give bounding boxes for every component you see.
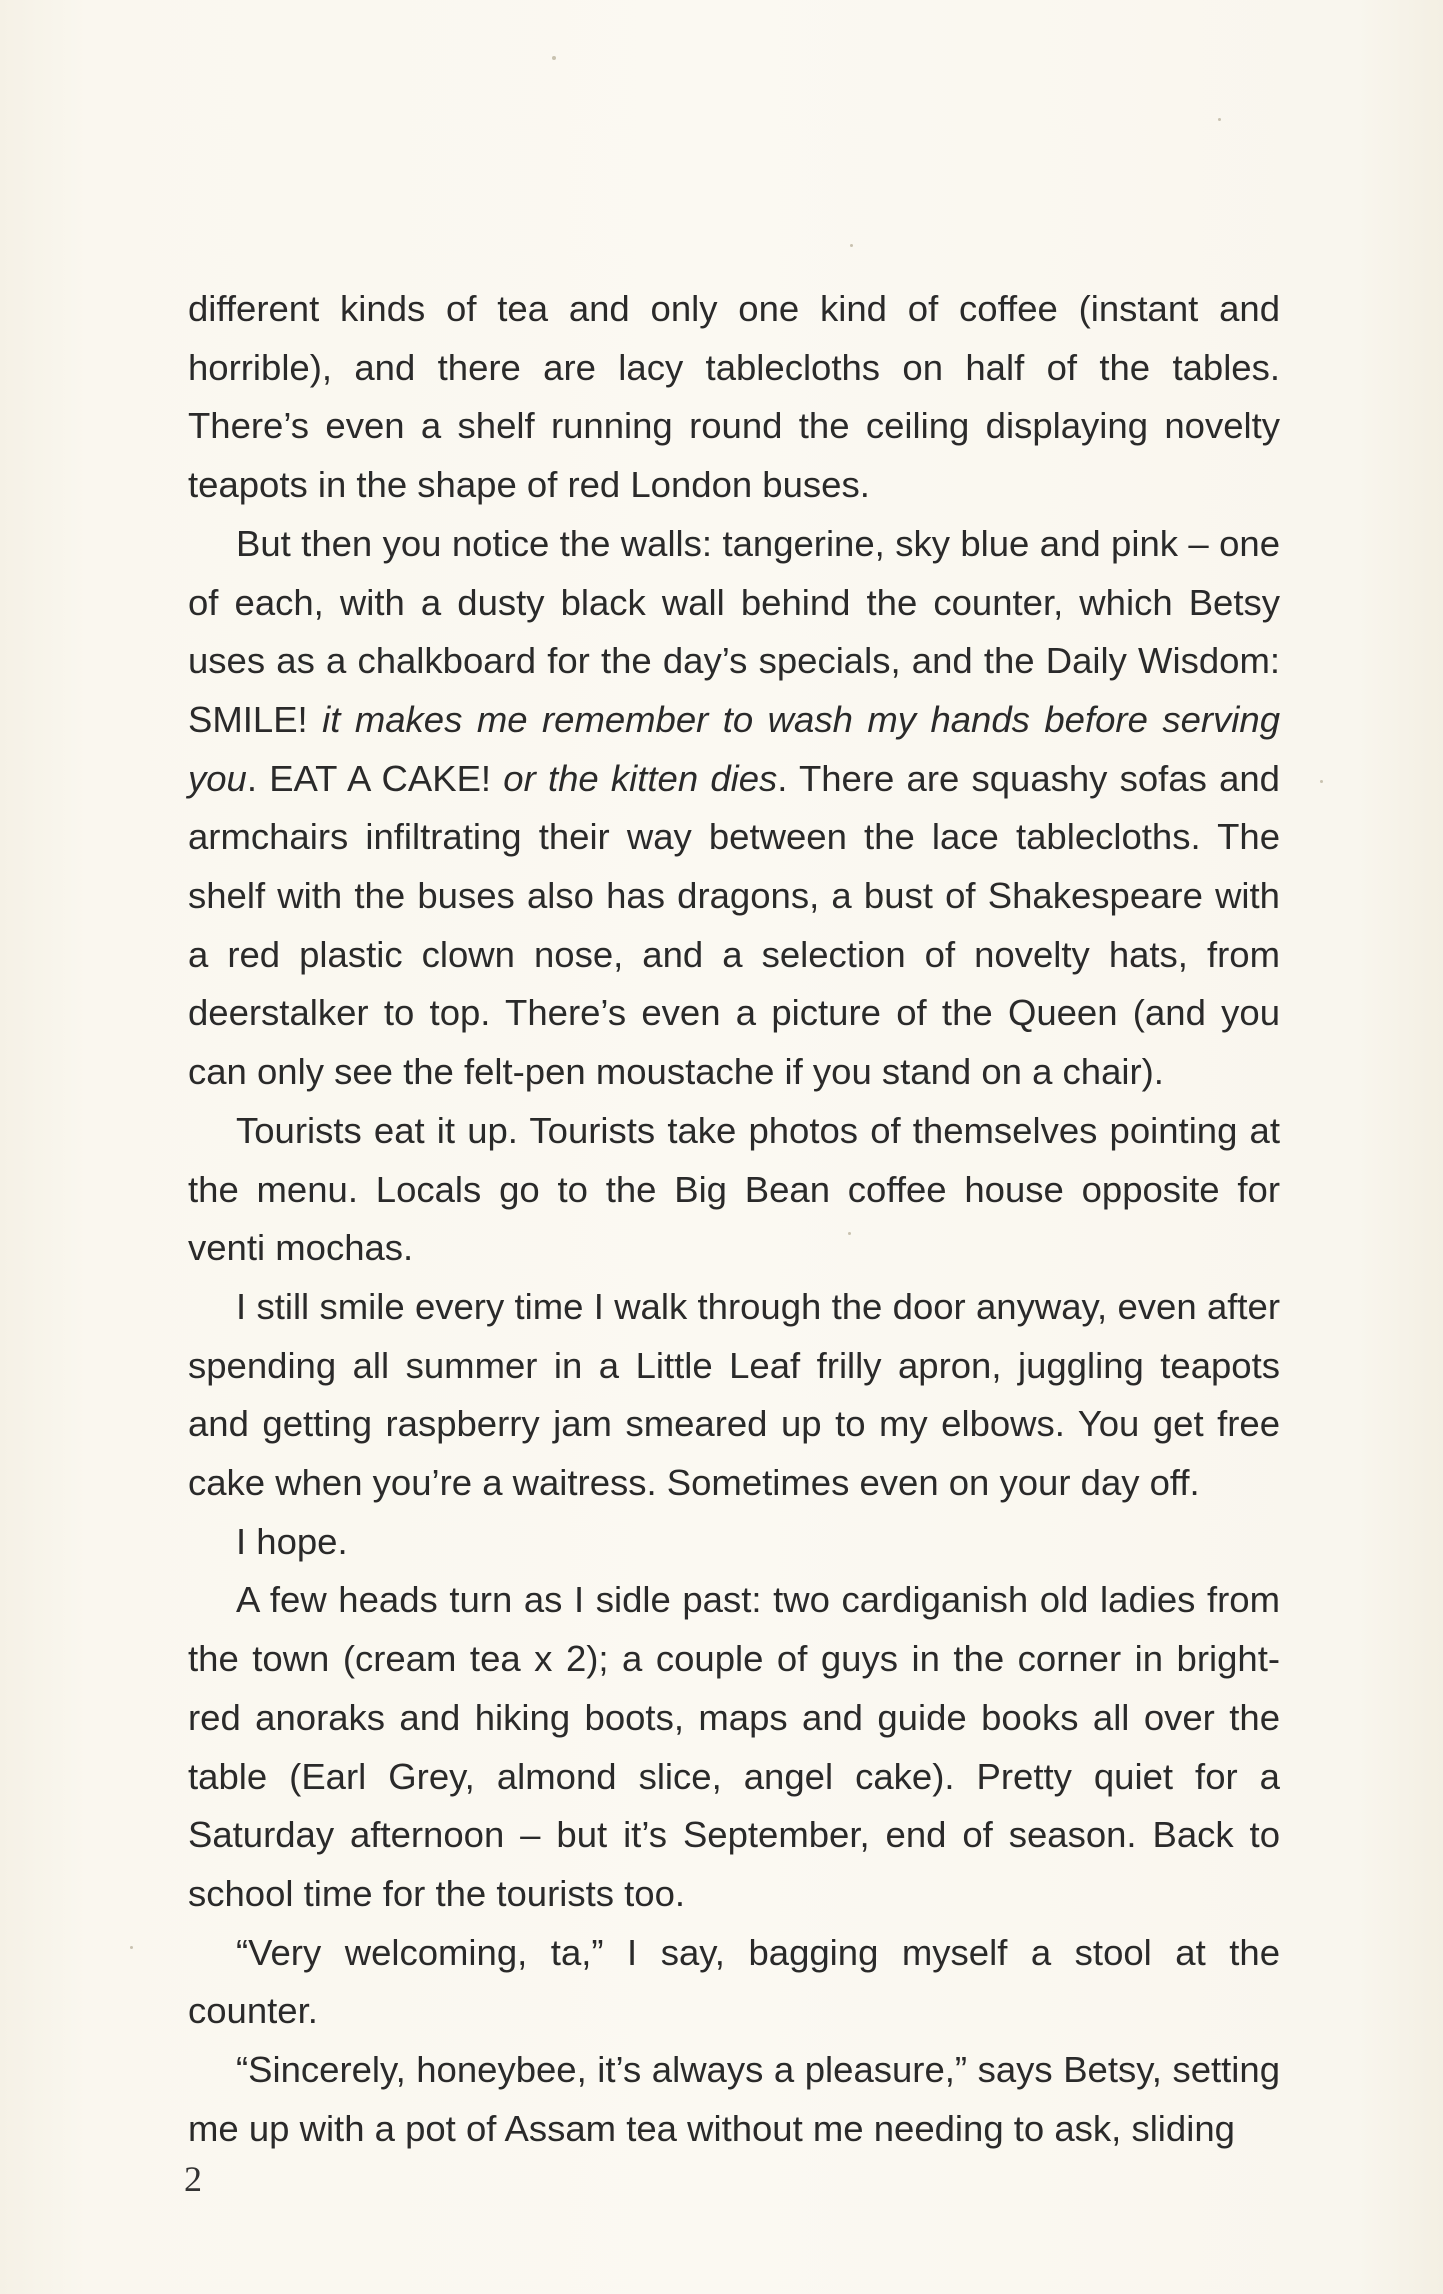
paragraph-text: I hope.: [236, 1520, 348, 1562]
paragraph: [188, 1102, 1280, 1278]
paragraph-text: . There are squashy sofas and armchairs infiltrating their way between the lace tablecloths. The shelf with the buses also has dragons, a bust of Shakespeare with a red plastic clown nose, and a selection of novelty hats, from deerstalker to top. There’s even a picture of the Queen (and you can only see the felt-pen moustache if you stand on a chair).: [188, 757, 1280, 1093]
paragraph-text: A few heads turn as I sidle past: two cardiganish old ladies from the town (cream tea x 2); a couple of guys in the corner in bright-red anoraks and hiking boots, maps and guide books all over the table (Earl Grey, almond slice, angel cake). Pretty quiet for a Saturday afternoon – but it’s September, end of season. Back to school time for the tourists too.: [188, 1579, 1280, 1914]
paragraph: [188, 515, 1280, 1102]
paragraph-text: Tourists eat it up. Tourists take photos of themselves pointing at the menu. Locals go to the Big Bean coffee house opposite for venti mochas.: [188, 1109, 1280, 1269]
paragraph: [188, 1278, 1280, 1513]
page-number: 2: [184, 2159, 202, 2199]
paragraph-text: “Very welcoming, ta,” I say, bagging myself a stool at the counter.: [188, 1931, 1280, 2032]
paragraph: [188, 1513, 1280, 1572]
paper-speck: [1320, 780, 1323, 783]
paragraph: [188, 2041, 1280, 2158]
paper-speck: [130, 1946, 133, 1949]
paragraph: [188, 1924, 1280, 2041]
paper-speck: [1218, 118, 1221, 121]
paragraph: [188, 280, 1280, 515]
italic-text: it makes me remember to wash my hands before serving you: [188, 698, 1280, 799]
italic-text: or the kitten dies: [503, 757, 778, 799]
paragraph-text: But then you notice the walls: tangerine, sky blue and pink – one of each, with a dusty black wall behind the counter, which Betsy uses as a chalkboard for the day’s specials, and the Daily Wisdom: SMILE!: [188, 522, 1280, 740]
paragraph-text: I still smile every time I walk through the door anyway, even after spending all summer in a Little Leaf frilly apron, juggling teapots and getting raspberry jam smeared up to my elbows. You get free cake when you’re a waitress. Sometimes even on your day off.: [188, 1285, 1280, 1504]
paragraph: [188, 1571, 1280, 1923]
paragraph-text: “Sincerely, honeybee, it’s always a pleasure,” says Betsy, setting me up with a pot of Assam tea without me needing to ask, sliding: [188, 2049, 1280, 2149]
paper-speck: [552, 56, 556, 60]
paper-speck: [850, 244, 853, 247]
body-text: [188, 280, 1280, 2159]
paragraph-text: different kinds of tea and only one kind of coffee (instant and horrible), and there are lacy tablecloths on half of the tables. There’s even a shelf running round the ceiling displaying novelty teapots in the shape of red London buses.: [188, 288, 1280, 506]
paragraph-text: . EAT A CAKE!: [246, 757, 504, 799]
